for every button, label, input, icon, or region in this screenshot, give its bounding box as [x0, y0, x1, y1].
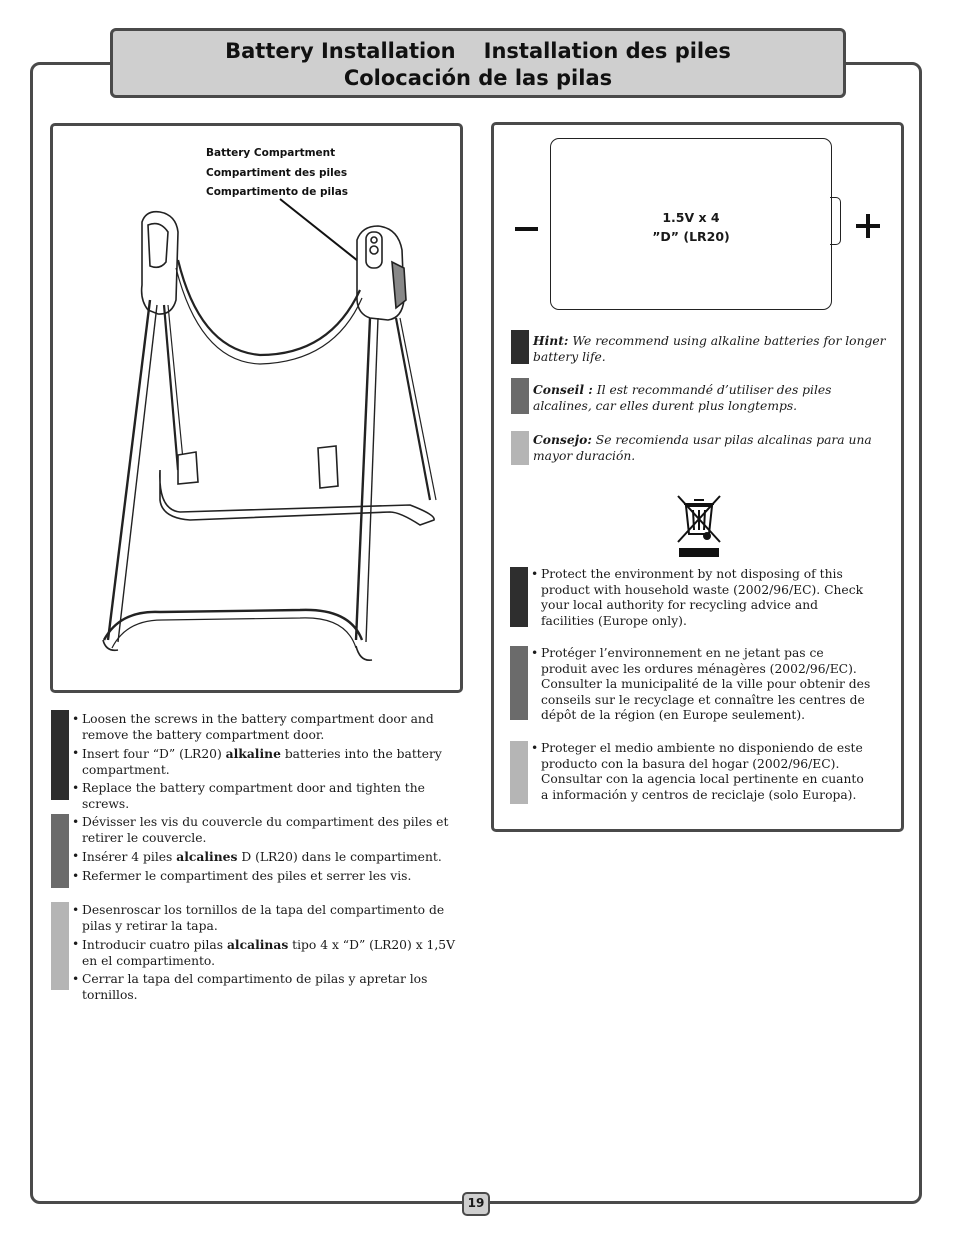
french-language-bar — [511, 378, 529, 414]
callout-french: Compartiment des piles — [206, 166, 348, 179]
hint-spanish: Consejo: Se recomienda usar pilas alcalinas para una mayor duración. — [533, 432, 872, 463]
spanish-language-bar — [51, 902, 69, 990]
battery-compartment-callout — [206, 144, 348, 203]
instruction-step: • Desenroscar los tornillos de la tapa del compartimento de pilas y retirar la tapa. — [72, 903, 470, 934]
spanish-language-bar — [510, 741, 528, 804]
french-language-bar — [510, 646, 528, 720]
hint-french: Conseil : Il est recommandé d’utiliser des piles alcalines, car elles durent plus longtemps. — [533, 382, 832, 413]
instruction-step: • Insérer 4 piles alcalines D (LR20) dans le compartiment. — [72, 849, 464, 866]
battery-type: ”D” (LR20) — [652, 229, 730, 244]
environment-french: • Protéger l’environnement en ne jetant pas ce produit avec les ordures ménagères (2002/96/EC). Consulter la municipalité de la ville pour obtenir des conseils sur le recyclage et connaître les centres de dépôt de la région (en Europe seulement). — [531, 646, 871, 724]
instruction-step: • Insert four “D” (LR20) alkaline batteries into the battery compartment. — [72, 746, 464, 778]
instructions-spanish — [72, 903, 470, 1003]
instruction-step: • Dévisser les vis du couvercle du compartiment des piles et retirer le couvercle. — [72, 815, 464, 846]
english-language-bar — [51, 710, 69, 800]
title-spanish: Colocación de las pilas — [343, 66, 613, 90]
instruction-step: • Cerrar la tapa del compartimento de pilas y apretar los tornillos. — [72, 972, 470, 1003]
title-english: Battery Installation — [225, 39, 456, 63]
plus-icon-vertical — [866, 214, 870, 238]
swing-frame-illustration — [95, 196, 445, 666]
title-french: Installation des piles — [483, 39, 731, 63]
environment-spanish: • Proteger el medio ambiente no disponiendo de este producto con la basura del hogar (2002/96/EC). Consultar con la agencia local pertinente en cuanto a información y centros de reciclaje (solo Europa). — [531, 741, 871, 803]
battery-voltage: 1.5V x 4 — [662, 210, 720, 225]
minus-icon — [515, 227, 538, 231]
hint-english: Hint: We recommend using alkaline batteries for longer battery life. — [533, 333, 886, 364]
page-title-banner — [110, 28, 846, 98]
french-language-bar — [51, 814, 69, 888]
english-language-bar — [511, 330, 529, 364]
callout-english: Battery Compartment — [206, 147, 336, 159]
battery-spec-label — [550, 208, 832, 246]
instructions-english — [72, 712, 464, 812]
environment-english: • Protect the environment by not disposing of this product with household waste (2002/96/EC). Check your local authority for recycling advice and facilities (Europe only). — [531, 567, 871, 629]
spanish-language-bar — [511, 431, 529, 465]
page-number: 19 — [462, 1192, 490, 1216]
english-language-bar — [510, 567, 528, 627]
crossed-out-wheelie-bin-icon — [676, 494, 722, 560]
instructions-french — [72, 815, 464, 884]
callout-spanish: Compartimento de pilas — [206, 186, 349, 198]
instruction-step: • Introducir cuatro pilas alcalinas tipo 4 x “D” (LR20) x 1,5V en el compartimento. — [72, 937, 470, 969]
instruction-step: • Refermer le compartiment des piles et serrer les vis. — [72, 869, 464, 885]
instruction-step: • Replace the battery compartment door and tighten the screws. — [72, 781, 464, 812]
instruction-step: • Loosen the screws in the battery compartment door and remove the battery compartment door. — [72, 712, 464, 743]
